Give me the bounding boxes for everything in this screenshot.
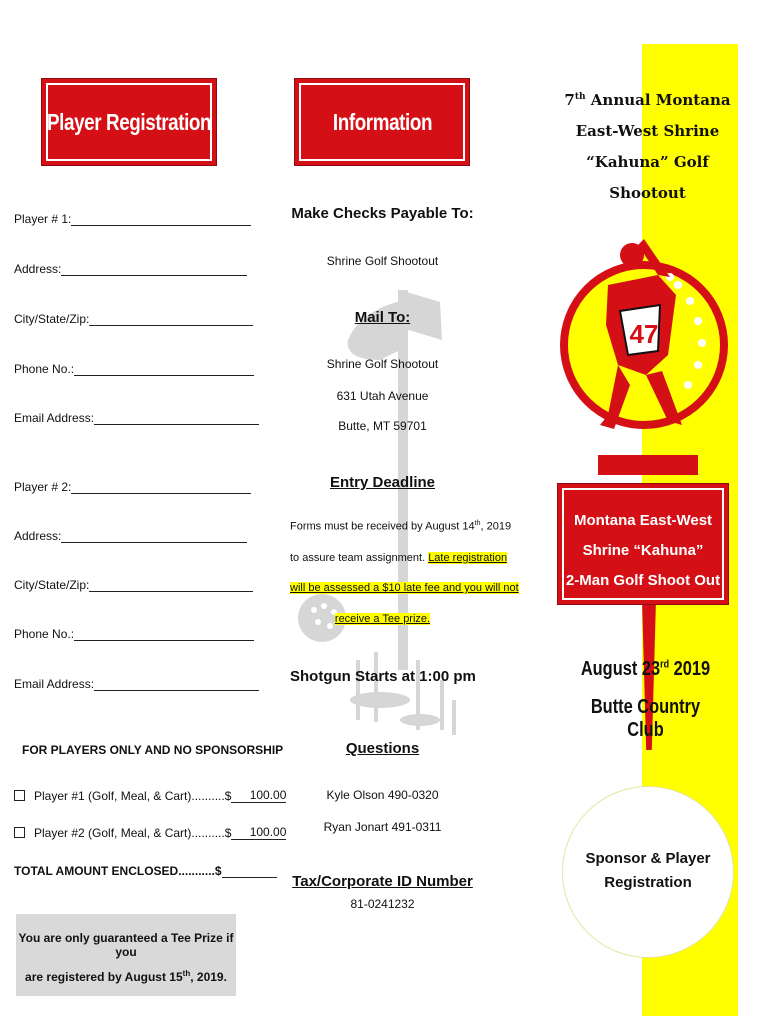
- field-label: Email Address:: [14, 411, 95, 425]
- player2-phone-field[interactable]: [14, 627, 254, 641]
- field-label: Phone No.:: [14, 362, 75, 376]
- player2-city-field[interactable]: [14, 578, 253, 592]
- deadline-heading: Entry Deadline: [329, 474, 436, 491]
- field-label: Address:: [14, 262, 62, 276]
- circle-line: Sponsor & Player: [585, 850, 711, 867]
- tax-heading: Tax/Corporate ID Number: [292, 873, 473, 890]
- field-label: Player # 1:: [14, 212, 72, 226]
- player2-address-field[interactable]: [14, 529, 247, 543]
- player1-email-field[interactable]: [14, 411, 259, 425]
- player1-name-field[interactable]: [14, 212, 251, 226]
- deadline-line-1: Forms must be received by August 14th, 2019: [290, 520, 512, 533]
- player2-name-field[interactable]: [14, 480, 251, 494]
- mail-heading: Mail To:: [354, 309, 411, 326]
- player2-fee-checkbox[interactable]: [14, 827, 25, 838]
- player1-address-field[interactable]: [14, 262, 247, 276]
- fee-label: Player #1 (Golf, Meal, & Cart)..........$: [34, 788, 232, 803]
- sponsor-registration-circle: [562, 786, 734, 958]
- player1-phone-field[interactable]: [14, 362, 254, 376]
- checks-heading: Make Checks Payable To:: [291, 205, 474, 222]
- event-date: August 23rd 2019: [580, 658, 711, 680]
- title-line-3: “Kahuna” Golf Shootout: [586, 153, 709, 202]
- contact-line: Kyle Olson 490-0320: [326, 788, 439, 802]
- player2-fee-row[interactable]: [14, 825, 286, 840]
- tee-prize-notice: [16, 914, 236, 996]
- field-label: Player # 2:: [14, 480, 72, 494]
- golfer-logo: [558, 225, 728, 485]
- player-registration-header: [42, 79, 216, 165]
- mail-line: Shrine Golf Shootout: [326, 357, 439, 371]
- banner-line: Montana East-West: [573, 512, 713, 529]
- player1-fee-row[interactable]: [14, 788, 286, 803]
- notice-line-1: You are only guaranteed a Tee Prize if you: [18, 931, 234, 959]
- notice-line-2: are registered by August 15th, 2019.: [25, 969, 227, 984]
- player1-city-field[interactable]: [14, 312, 253, 326]
- player2-email-field[interactable]: [14, 677, 259, 691]
- total-amount-line[interactable]: [222, 864, 277, 878]
- event-banner: [558, 484, 728, 604]
- tax-number: 81-0241232: [350, 897, 415, 911]
- information-header: [295, 79, 469, 165]
- contact-line: Ryan Jonart 491-0311: [323, 820, 442, 834]
- title-line-2: East-West Shrine: [575, 122, 720, 140]
- field-label: City/State/Zip:: [14, 312, 90, 326]
- fee-amount: 100.00: [231, 825, 286, 840]
- field-label: Phone No.:: [14, 627, 75, 641]
- fee-amount: 100.00: [231, 788, 286, 803]
- pricing-header: FOR PLAYERS ONLY AND NO SPONSORSHIP: [22, 743, 284, 757]
- mail-line: 631 Utah Avenue: [336, 389, 429, 403]
- circle-line: Registration: [604, 874, 692, 891]
- deadline-line-4: receive a Tee prize.: [334, 613, 431, 625]
- field-label: City/State/Zip:: [14, 578, 90, 592]
- total-row[interactable]: [14, 864, 277, 878]
- banner-line: 2-Man Golf Shoot Out: [565, 572, 721, 589]
- title-line-1: 7th Annual Montana: [564, 91, 731, 109]
- total-label: TOTAL AMOUNT ENCLOSED...........$: [14, 864, 222, 878]
- mail-line: Butte, MT 59701: [338, 419, 427, 433]
- event-venue: Butte Country Club: [590, 696, 701, 741]
- checks-payee: Shrine Golf Shootout: [326, 254, 439, 268]
- event-title: [560, 82, 735, 209]
- field-label: Address:: [14, 529, 62, 543]
- information-title: Information: [332, 108, 432, 135]
- banner-line: Shrine “Kahuna”: [582, 542, 704, 559]
- field-label: Email Address:: [14, 677, 95, 691]
- player1-fee-checkbox[interactable]: [14, 790, 25, 801]
- fee-label: Player #2 (Golf, Meal, & Cart)..........$: [34, 825, 232, 840]
- shotgun-start: Shotgun Starts at 1:00 pm: [290, 668, 476, 685]
- player-registration-title: Player Registration: [46, 108, 212, 135]
- questions-heading: Questions: [345, 740, 420, 757]
- logo-number: 47: [629, 319, 659, 349]
- deadline-line-3: will be assessed a $10 late fee and you will not: [290, 582, 519, 594]
- deadline-line-2: to assure team assignment. Late registration: [290, 552, 508, 564]
